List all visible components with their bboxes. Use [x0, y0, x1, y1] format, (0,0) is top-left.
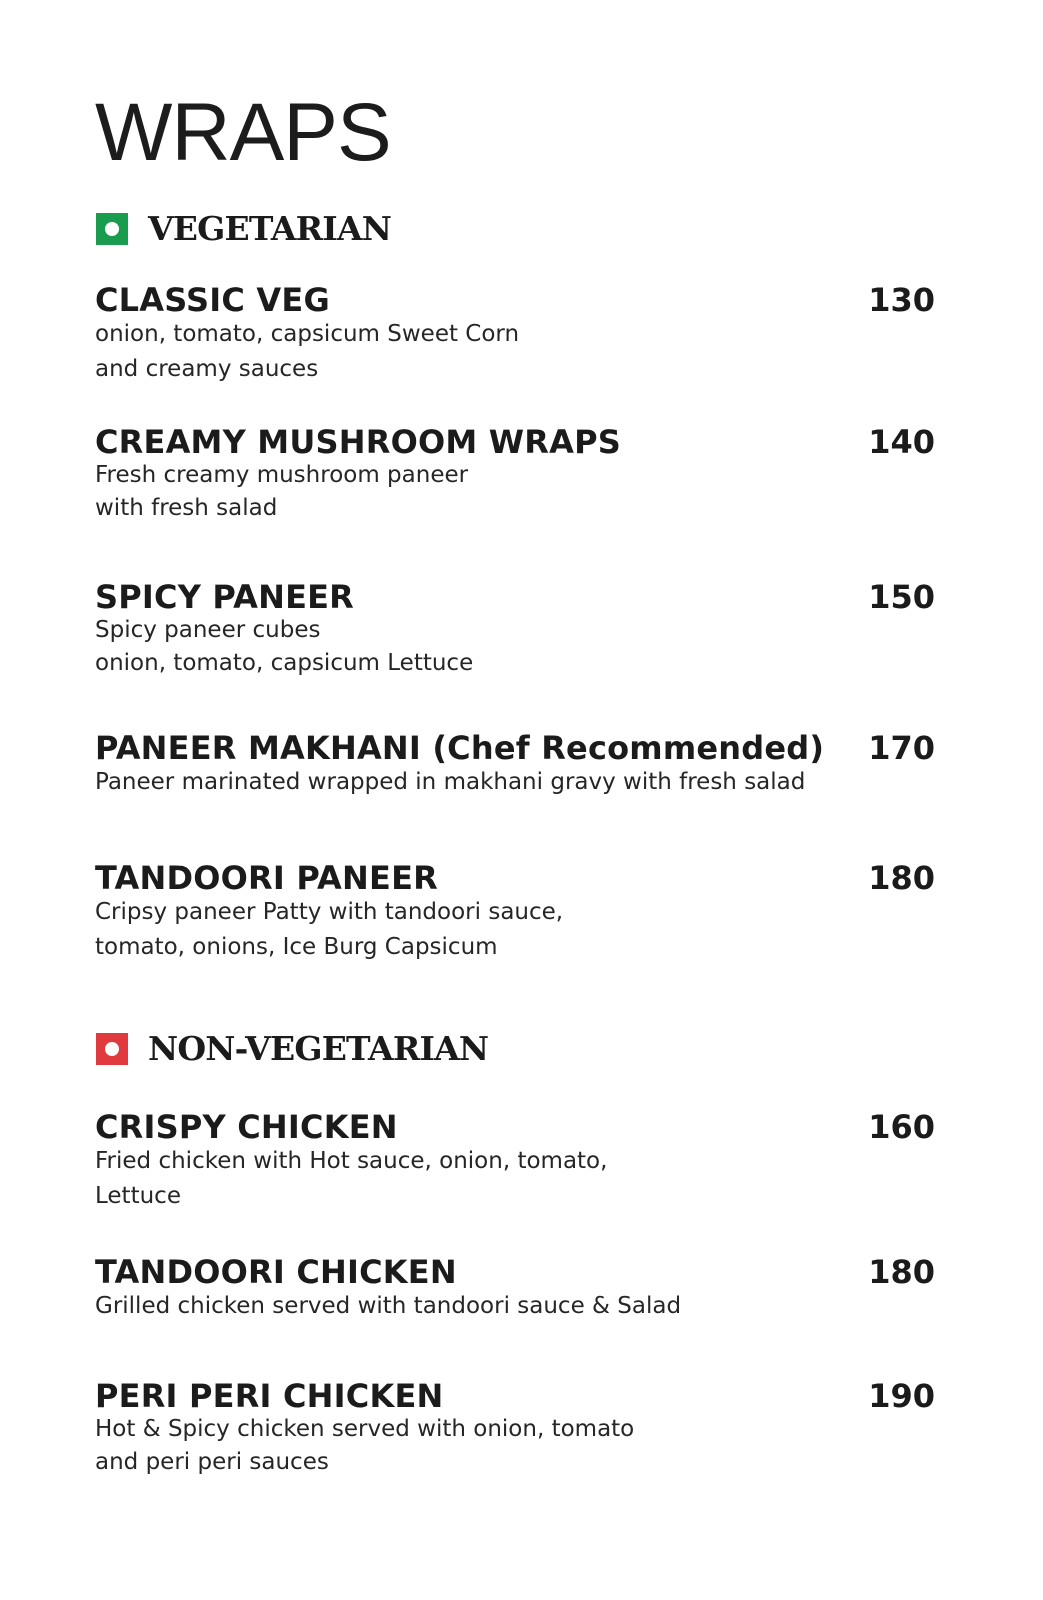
item-description-line: Lettuce: [95, 1183, 181, 1209]
veg-indicator-icon: [96, 213, 128, 245]
menu-item: [95, 280, 935, 387]
menu-item: [95, 1376, 935, 1479]
page-title: WRAPS: [95, 87, 391, 178]
item-description: [95, 765, 935, 800]
item-description-line: Cripsy paneer Patty with tandoori sauce,: [95, 899, 564, 925]
item-description: [95, 317, 935, 387]
item-price: 170: [868, 729, 935, 767]
item-description-line: and peri peri sauces: [95, 1449, 329, 1475]
item-name: PERI PERI CHICKEN: [95, 1377, 444, 1415]
item-name: TANDOORI CHICKEN: [95, 1253, 457, 1291]
item-price: 180: [868, 859, 935, 897]
item-description-line: tomato, onions, Ice Burg Capsicum: [95, 934, 498, 960]
item-description-line: Paneer marinated wrapped in makhani gravy with fresh salad: [95, 769, 806, 795]
item-description: [95, 895, 935, 965]
item-description-line: Fried chicken with Hot sauce, onion, tomato,: [95, 1148, 608, 1174]
item-description-line: with fresh salad: [95, 495, 278, 521]
item-description-line: and creamy sauces: [95, 356, 319, 382]
item-name: CREAMY MUSHROOM WRAPS: [95, 423, 621, 461]
item-name: TANDOORI PANEER: [95, 859, 438, 897]
item-description: [95, 1144, 935, 1214]
item-name: CRISPY CHICKEN: [95, 1108, 398, 1146]
item-name: SPICY PANEER: [95, 578, 355, 616]
item-description: [95, 459, 935, 525]
item-description-line: Hot & Spicy chicken served with onion, tomato: [95, 1416, 635, 1442]
item-name: CLASSIC VEG: [95, 281, 330, 319]
item-description: [95, 614, 935, 680]
menu-item: [95, 1252, 935, 1324]
section-header-non-vegetarian: [96, 1029, 489, 1068]
menu-item: [95, 728, 935, 800]
menu-item: [95, 858, 935, 965]
non-veg-indicator-icon: [96, 1033, 128, 1065]
section-label: VEGETARIAN: [148, 209, 392, 248]
section-header-vegetarian: [96, 209, 392, 248]
item-description-line: Grilled chicken served with tandoori sauce & Salad: [95, 1293, 682, 1319]
item-name: PANEER MAKHANI (Chef Recommended): [95, 729, 825, 767]
menu-item: [95, 422, 935, 525]
item-price: 140: [868, 423, 935, 461]
item-price: 130: [868, 281, 935, 319]
item-price: 180: [868, 1253, 935, 1291]
item-description-line: Fresh creamy mushroom paneer: [95, 462, 469, 488]
menu-item: [95, 1107, 935, 1214]
item-description-line: onion, tomato, capsicum Sweet Corn: [95, 321, 520, 347]
item-description: [95, 1413, 935, 1479]
item-price: 150: [868, 578, 935, 616]
item-price: 160: [868, 1108, 935, 1146]
menu-item: [95, 577, 935, 680]
item-price: 190: [868, 1377, 935, 1415]
item-description: [95, 1289, 935, 1324]
section-label: NON-VEGETARIAN: [148, 1029, 489, 1068]
item-description-line: Spicy paneer cubes: [95, 617, 321, 643]
item-description-line: onion, tomato, capsicum Lettuce: [95, 650, 474, 676]
